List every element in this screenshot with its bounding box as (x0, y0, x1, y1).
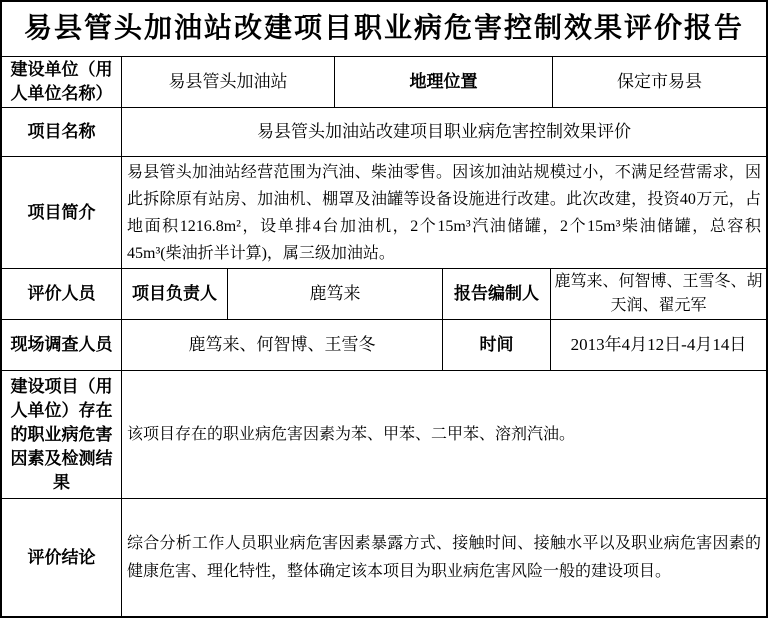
hazards-text: 该项目存在的职业病危害因素为苯、甲苯、二甲苯、溶剂汽油。 (127, 425, 576, 443)
project-intro-label: 项目简介 (2, 157, 122, 268)
location-label: 地理位置 (335, 57, 553, 107)
row-evaluators (2, 269, 766, 320)
title-row (2, 2, 766, 57)
hazards-label: 建设项目（用人单位）存在的职业病危害因素及检测结果 (2, 371, 122, 498)
project-name-label: 项目名称 (2, 108, 122, 156)
construction-unit-value: 易县管头加油站 (122, 57, 335, 107)
conclusion-value (122, 499, 766, 616)
project-leader-label: 项目负责人 (122, 269, 228, 319)
survey-personnel-value: 鹿笃来、何智博、王雪冬 (122, 320, 443, 370)
row-project-name (2, 108, 766, 157)
row-project-intro (2, 157, 766, 269)
conclusion-text: 综合分析工作人员职业病危害因素暴露方式、接触时间、接触水平以及职业病危害因素的健康危害、理化特性，整体确定该本项目为职业病危害风险一般的建设项目。 (127, 534, 761, 580)
row-survey (2, 320, 766, 371)
time-label: 时间 (443, 320, 551, 370)
survey-personnel-label: 现场调查人员 (2, 320, 122, 370)
report-title: 易县管头加油站改建项目职业病危害控制效果评价报告 (23, 13, 744, 44)
row-hazards (2, 371, 766, 499)
project-leader-value: 鹿笃来 (228, 269, 443, 319)
conclusion-label: 评价结论 (2, 499, 122, 616)
report-editors-label: 报告编制人 (443, 269, 551, 319)
hazards-value (122, 371, 766, 498)
report-editors-value: 鹿笃来、何智博、王雪冬、胡天润、翟元军 (554, 273, 763, 314)
evaluators-label: 评价人员 (2, 269, 122, 319)
project-intro-value (122, 157, 766, 268)
location-value: 保定市易县 (617, 72, 702, 91)
project-intro-text: 易县管头加油站经营范围为汽油、柴油零售。因该加油站规模过小，不满足经营需求，因此拆除原有站房、加油机、棚罩及油罐等设备设施进行改建。此次改建，投资40万元，占地面积1216.8m²，设单排4台加油机，2个15m³汽油储罐，2个15m³柴油储罐，总容积45m³(柴油折半计算)，属三级加油站。 (127, 163, 761, 262)
time-value: 2013年4月12日-4月14日 (570, 335, 747, 354)
row-conclusion (2, 499, 766, 616)
project-name-value: 易县管头加油站改建项目职业病危害控制效果评价 (257, 122, 631, 141)
row-unit (2, 57, 766, 108)
construction-unit-label: 建设单位（用人单位名称） (2, 57, 122, 107)
